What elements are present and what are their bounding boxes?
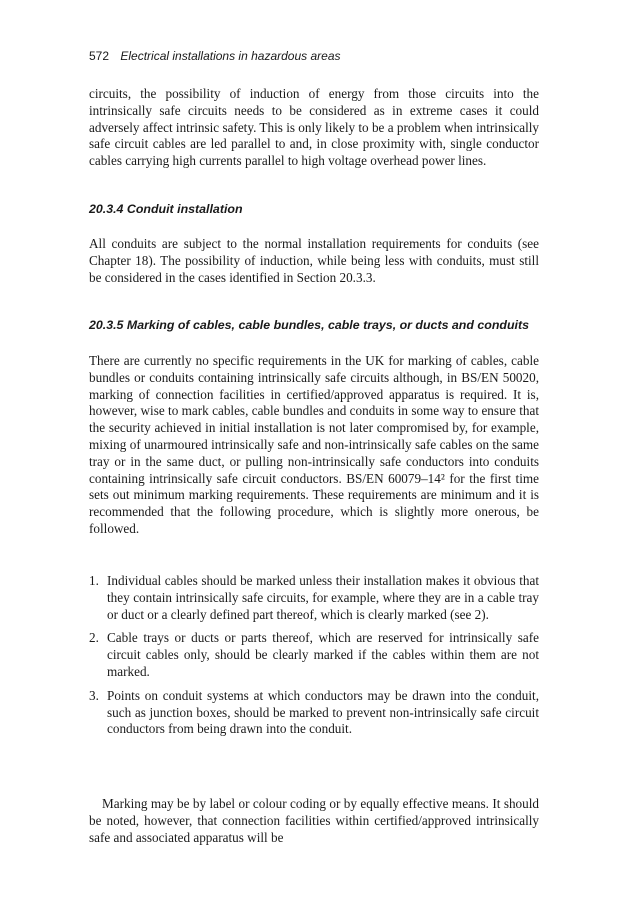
section-heading-20-3-4: 20.3.4 Conduit installation [89,202,243,216]
list-item-text: Cable trays or ducts or parts thereof, which are reserved for intrinsically safe circuit cables only, should be clearly marked if the cables within them are not marked. [107,630,539,679]
marking-procedure-list [89,573,539,745]
running-head [89,49,341,63]
page-number: 572 [89,49,110,63]
list-item [89,688,539,738]
closing-paragraph: Marking may be by label or colour coding or by equally effective means. It should be noted, however, that connection facilities within certified/approved intrinsically safe and associated apparatus will be [89,796,539,845]
conduit-paragraph: All conduits are subject to the normal installation requirements for conduits (see Chapter 18). The possibility of induction, while being less with conduits, must still be considered in the cases identified in Section 20.3.3. [89,236,539,285]
intro-paragraph: circuits, the possibility of induction of energy from those circuits into the intrinsically safe circuits needs to be considered as in extreme cases it could adversely affect intrinsic safety. This is only likely to be a problem when intrinsically safe circuit cables are led parallel to and, in close proximity with, single conductor cables carrying high currents parallel to high voltage overhead power lines. [89,86,539,169]
list-item [89,573,539,623]
list-marker: 2. [89,630,99,646]
list-item [89,630,539,680]
list-marker: 1. [89,573,99,588]
running-head-title: Electrical installations in hazardous areas [120,49,341,63]
marking-paragraph: There are currently no specific requirements in the UK for marking of cables, cable bundles or conduits containing intrinsically safe circuits although, in BS/EN 50020, marking of connection facilities in certified/approved apparatus is required. It is, however, wise to mark cables, cable bundles and conduits in some way to ensure that the security achieved in initial installation is not later compromised by, for example, mixing of unarmoured intrinsically safe and non-intrinsically safe cables on the same tray or in the same duct, or pulling non-intrinsically safe conductors into conduits containing intrinsically safe circuit conductors. BS/EN 60079–14² for the first time sets out minimum marking requirements. These requirements are minimum and it is recommended that the following procedure, which is slightly more onerous, be followed. [89,353,539,536]
list-item-text: Individual cables should be marked unless their installation makes it obvious that they contain intrinsically safe circuits, for example, where they are in a cable tray or duct or a clearly defined part thereof, which is clearly marked (see 2). [107,573,539,622]
section-heading-20-3-5: 20.3.5 Marking of cables, cable bundles, cable trays, or ducts and conduits [89,318,530,332]
list-item-text: Points on conduit systems at which conductors may be drawn into the conduit, such as junction boxes, should be marked to prevent non-intrinsically safe circuit conductors from being drawn into the conduit. [107,687,539,737]
list-marker: 3. [89,687,99,703]
